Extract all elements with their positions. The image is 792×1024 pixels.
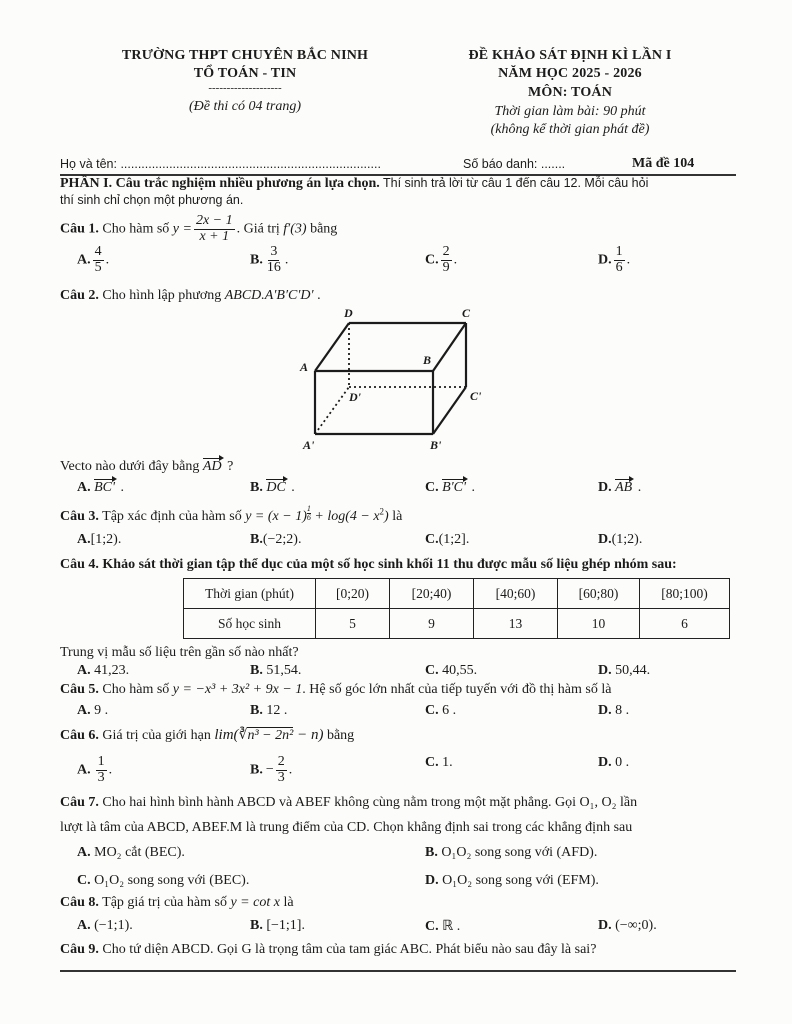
answer-option-c bbox=[425, 532, 469, 548]
vertex-label: C bbox=[462, 306, 471, 320]
fraction bbox=[194, 214, 235, 244]
table-cell: 10 bbox=[558, 609, 640, 639]
q-label: Câu 9. bbox=[60, 942, 99, 957]
table-cell: 6 bbox=[640, 609, 730, 639]
part1-instruction: Thí sinh trả lời từ câu 1 đến câu 12. Mỗi câu hỏi bbox=[379, 176, 649, 190]
q-label: Câu 7. bbox=[60, 795, 99, 810]
q-text: Giá trị của giới hạn bbox=[98, 728, 215, 743]
root-symbol: ∛ bbox=[238, 728, 248, 743]
sign: − bbox=[265, 762, 274, 778]
cube-figure bbox=[290, 300, 490, 455]
option-text: O₁O₂ song song với (BEC). bbox=[90, 873, 250, 888]
fraction bbox=[441, 245, 452, 275]
math-y: y = bbox=[172, 221, 192, 237]
vertex-label: A' bbox=[303, 438, 315, 452]
math-expr: f′(3) bbox=[283, 221, 307, 237]
answer-option-a: A. $\frac{1}{3}$ . bbox=[77, 754, 113, 785]
footer-rule bbox=[60, 970, 736, 972]
table-cell: [40;60) bbox=[474, 579, 558, 609]
option-letter: A. bbox=[77, 845, 91, 860]
option-letter: C. bbox=[425, 532, 439, 547]
vertex-label: A bbox=[300, 360, 309, 374]
department: TỔ TOÁN - TIN bbox=[193, 66, 297, 81]
answer-option-b bbox=[250, 532, 301, 548]
option-text: [−1;1]. bbox=[262, 918, 305, 933]
option-letter: D. bbox=[598, 703, 612, 718]
exponent: 2 bbox=[379, 506, 385, 517]
q-text: Cho tứ diện ABCD. Gọi G là trọng tâm của tam giác ABC. Phát biểu nào sau đây là sai? bbox=[98, 942, 597, 957]
denominator: 6 bbox=[615, 259, 623, 275]
math-expr: y = (x − 1) bbox=[245, 509, 307, 524]
table-cell: 13 bbox=[474, 609, 558, 639]
table-cell: [60;80) bbox=[558, 579, 640, 609]
q-label: Câu 3. bbox=[60, 509, 99, 524]
vector: DC bbox=[266, 480, 286, 495]
option-letter: B. bbox=[425, 845, 438, 860]
answer-option-c bbox=[425, 918, 460, 935]
option-letter: A. bbox=[77, 480, 91, 495]
vertex-label: B' bbox=[430, 438, 442, 452]
data-table bbox=[183, 578, 730, 639]
vector: AB bbox=[615, 480, 633, 495]
answer-option-d bbox=[598, 663, 650, 679]
option-text: 40,55. bbox=[438, 663, 478, 678]
option-letter: C. bbox=[425, 663, 439, 678]
answer-option-d bbox=[598, 755, 629, 771]
option-letter: A. bbox=[77, 703, 91, 718]
q-text: Cho hàm số bbox=[98, 682, 173, 697]
option-letter: B. bbox=[250, 252, 263, 268]
part1-instruction-2: thí sinh chỉ chọn một phương án. bbox=[60, 193, 244, 207]
answer-option-b: B. $\frac{3}{16}$ . bbox=[250, 244, 289, 275]
table-cell: 9 bbox=[390, 609, 474, 639]
answer-option-a bbox=[77, 703, 108, 719]
answer-option-d bbox=[598, 532, 642, 548]
option-text: 41,23. bbox=[90, 663, 130, 678]
q-text: Tập xác định của hàm số bbox=[98, 509, 246, 524]
option-letter: B. bbox=[250, 703, 263, 718]
table-cell: [80;100) bbox=[640, 579, 730, 609]
table-cell: 5 bbox=[316, 609, 390, 639]
denominator: 3 bbox=[277, 769, 285, 785]
numerator: 2x − 1 bbox=[195, 213, 233, 228]
answer-option-b: B. − $\frac{2}{3}$ . bbox=[250, 754, 293, 785]
q-label: Câu 8. bbox=[60, 895, 99, 910]
option-letter: D. bbox=[598, 918, 612, 933]
numerator: 4 bbox=[94, 244, 102, 259]
option-letter: A. bbox=[77, 252, 91, 268]
option-letter: D. bbox=[598, 755, 612, 770]
answer-option-a bbox=[77, 845, 185, 861]
q-text: . Giá trị bbox=[236, 221, 284, 237]
math-expr: ) bbox=[384, 509, 389, 524]
math-expr: + log(4 − x bbox=[310, 509, 380, 524]
vector: B'C' bbox=[442, 480, 467, 495]
q-text: Vecto nào dưới đây bằng bbox=[60, 459, 203, 474]
q-text: là bbox=[279, 895, 294, 910]
fraction bbox=[265, 245, 283, 275]
q-text: bằng bbox=[306, 221, 338, 237]
option-letter: A. bbox=[77, 663, 91, 678]
option-text: (−2;2). bbox=[262, 532, 302, 547]
q-text: Cho hai hình bình hành ABCD và ABEF không cùng nằm trong một mặt phẳng. Gọi O₁, O₂ lần bbox=[98, 795, 638, 810]
option-letter: D. bbox=[598, 480, 612, 495]
q-text: là bbox=[388, 509, 403, 524]
math-expr: ABCD.A′B′C′D′ bbox=[224, 288, 314, 303]
option-text: 51,54. bbox=[262, 663, 302, 678]
q-text: Cho hàm số bbox=[98, 221, 173, 237]
answer-option-a bbox=[77, 532, 121, 548]
q-label: Câu 5. bbox=[60, 682, 99, 697]
answer-option-c: C. $\frac{2}{9}$ . bbox=[425, 244, 458, 275]
answer-option-d bbox=[598, 918, 657, 934]
answer-option-b bbox=[425, 845, 597, 861]
q-text: . bbox=[313, 288, 321, 303]
exponent: $\frac{1}{6}$ bbox=[306, 504, 311, 522]
exam-code: Mã đề 104 bbox=[632, 156, 695, 171]
answer-option-a: A. $\frac{4}{5}$ . bbox=[77, 244, 110, 275]
answer-option-c bbox=[425, 755, 453, 771]
option-text: 9 . bbox=[90, 703, 109, 718]
question-4-prompt: Trung vị mẫu số liệu trên gần số nào nhất? bbox=[60, 645, 299, 660]
answer-option-d: D. AB . bbox=[598, 480, 642, 495]
denominator: x + 1 bbox=[199, 228, 230, 244]
duration-note: (không kể thời gian phát đề) bbox=[490, 122, 650, 137]
pages-note: (Đề thi có 04 trang) bbox=[189, 99, 301, 114]
fraction bbox=[614, 245, 625, 275]
question-2-prompt bbox=[60, 458, 233, 475]
option-text: [1;2). bbox=[90, 532, 122, 547]
option-letter: C. bbox=[425, 703, 439, 718]
math-expr: y = cot x bbox=[230, 895, 280, 910]
vector-ad: AD bbox=[202, 459, 222, 474]
option-letter: C. bbox=[425, 755, 439, 770]
option-text: 6 . bbox=[438, 703, 457, 718]
option-letter: B. bbox=[250, 532, 263, 547]
option-letter: B. bbox=[250, 663, 263, 678]
vertex-label: B bbox=[423, 353, 432, 367]
exam-title: ĐỀ KHẢO SÁT ĐỊNH KÌ LẦN I bbox=[468, 48, 672, 63]
student-name-field: Họ và tên: ........................................................................... bbox=[60, 157, 381, 171]
divider-dashes: -------------------- bbox=[208, 82, 282, 94]
answer-option-b bbox=[250, 918, 305, 934]
question-8 bbox=[60, 895, 294, 911]
answer-option-c bbox=[77, 873, 249, 889]
answer-option-b bbox=[250, 663, 301, 679]
school-name: TRƯỜNG THPT CHUYÊN BẮC NINH bbox=[121, 48, 369, 63]
option-letter: A. bbox=[77, 532, 91, 547]
duration: Thời gian làm bài: 90 phút bbox=[494, 104, 646, 119]
option-letter: C. bbox=[425, 252, 439, 268]
q-label: Câu 4. bbox=[60, 557, 99, 572]
option-letter: B. bbox=[250, 480, 263, 495]
numerator: 1 bbox=[97, 754, 105, 769]
answer-option-c: C. B'C' . bbox=[425, 480, 476, 495]
option-text: O₁O₂ song song với (EFM). bbox=[438, 873, 599, 888]
answer-option-d: D. $\frac{1}{6}$ . bbox=[598, 244, 631, 275]
option-text: 12 . bbox=[262, 703, 288, 718]
q-text: Cho hình lập phương bbox=[98, 288, 225, 303]
subject: MÔN: TOÁN bbox=[527, 85, 613, 100]
answer-option-d bbox=[598, 703, 629, 719]
part1-heading bbox=[60, 176, 648, 192]
option-letter: C. bbox=[425, 480, 439, 495]
option-text: 50,44. bbox=[611, 663, 651, 678]
student-id-field: Số báo danh: ....... bbox=[463, 157, 566, 171]
answer-option-c bbox=[425, 663, 477, 679]
table-cell: [0;20) bbox=[316, 579, 390, 609]
option-text: 1. bbox=[438, 755, 453, 770]
numerator: 2 bbox=[442, 244, 450, 259]
fraction bbox=[96, 755, 107, 785]
question-2 bbox=[60, 288, 321, 304]
q-text: . Hệ số góc lớn nhất của tiếp tuyến với đồ thị hàm số là bbox=[302, 682, 612, 697]
school-year: NĂM HỌC 2025 - 2026 bbox=[498, 66, 642, 81]
q-text: bằng bbox=[323, 728, 355, 743]
option-letter: D. bbox=[425, 873, 439, 888]
math-expr: lim( bbox=[214, 727, 239, 743]
numerator: 1 bbox=[615, 244, 623, 259]
part1-title: PHẦN I. Câu trắc nghiệm nhiều phương án lựa chọn. bbox=[60, 176, 380, 191]
q-text: ? bbox=[223, 459, 234, 474]
answer-option-d bbox=[425, 873, 599, 889]
q-label: Câu 6. bbox=[60, 728, 99, 743]
answer-option-c bbox=[425, 703, 456, 719]
option-text: O₁O₂ song song với (AFD). bbox=[437, 845, 598, 860]
fraction bbox=[93, 245, 104, 275]
numerator: 3 bbox=[270, 244, 278, 259]
denominator: 3 bbox=[97, 769, 105, 785]
table-row bbox=[184, 579, 730, 609]
option-letter: C. bbox=[77, 873, 91, 888]
vector: BC' bbox=[94, 480, 116, 495]
table-row bbox=[184, 609, 730, 639]
numerator: 2 bbox=[277, 754, 285, 769]
question-6 bbox=[60, 727, 354, 744]
option-letter: D. bbox=[598, 532, 612, 547]
option-letter: A. bbox=[77, 762, 91, 778]
row-header: Số học sinh bbox=[184, 609, 316, 639]
question-3 bbox=[60, 505, 402, 525]
question-4 bbox=[60, 557, 677, 573]
math-expr: y = −x³ + 3x² + 9x − 1 bbox=[172, 682, 303, 697]
row-header: Thời gian (phút) bbox=[184, 579, 316, 609]
option-text: (−∞;0). bbox=[611, 918, 657, 933]
option-letter: D. bbox=[598, 252, 612, 268]
option-letter: B. bbox=[250, 762, 263, 778]
option-text: 8 . bbox=[611, 703, 630, 718]
vertex-label: D' bbox=[349, 390, 361, 404]
option-letter: D. bbox=[598, 663, 612, 678]
q-text: Tập giá trị của hàm số bbox=[98, 895, 231, 910]
answer-option-b bbox=[250, 703, 287, 719]
option-text: (1;2]. bbox=[438, 532, 470, 547]
option-text: 0 . bbox=[611, 755, 630, 770]
question-1 bbox=[60, 214, 337, 244]
q-label: Câu 1. bbox=[60, 221, 99, 237]
question-7-line-2: lượt là tâm của ABCD, ABEF.M là trung điểm của CD. Chọn khẳng định sai trong các khẳng định sau bbox=[60, 820, 633, 835]
vertex-label: D bbox=[344, 306, 353, 320]
option-letter: A. bbox=[77, 918, 91, 933]
answer-option-b: B. DC . bbox=[250, 480, 295, 495]
denominator: 16 bbox=[266, 259, 281, 275]
option-letter: B. bbox=[250, 918, 263, 933]
question-7 bbox=[60, 795, 637, 811]
option-text: (−1;1). bbox=[90, 918, 133, 933]
q-text: Khảo sát thời gian tập thể dục của một số học sinh khối 11 thu được mẫu số liệu ghép nhóm sau: bbox=[98, 557, 677, 572]
denominator: 9 bbox=[442, 259, 450, 275]
math-expr: − n) bbox=[293, 727, 324, 743]
table-cell: [20;40) bbox=[390, 579, 474, 609]
radicand: n³ − 2n² bbox=[247, 728, 294, 743]
denominator: 5 bbox=[94, 259, 102, 275]
option-letter: C. bbox=[425, 919, 439, 934]
vertex-label: C' bbox=[470, 389, 482, 403]
answer-option-a bbox=[77, 918, 133, 934]
option-text: ℝ . bbox=[438, 919, 461, 934]
q-label: Câu 2. bbox=[60, 288, 99, 303]
option-text: (1;2). bbox=[611, 532, 643, 547]
answer-option-a: A. BC' . bbox=[77, 480, 125, 495]
question-5 bbox=[60, 682, 611, 698]
answer-option-a bbox=[77, 663, 129, 679]
option-text: MO₂ cắt (BEC). bbox=[90, 845, 185, 860]
question-9 bbox=[60, 942, 596, 958]
fraction bbox=[276, 755, 287, 785]
